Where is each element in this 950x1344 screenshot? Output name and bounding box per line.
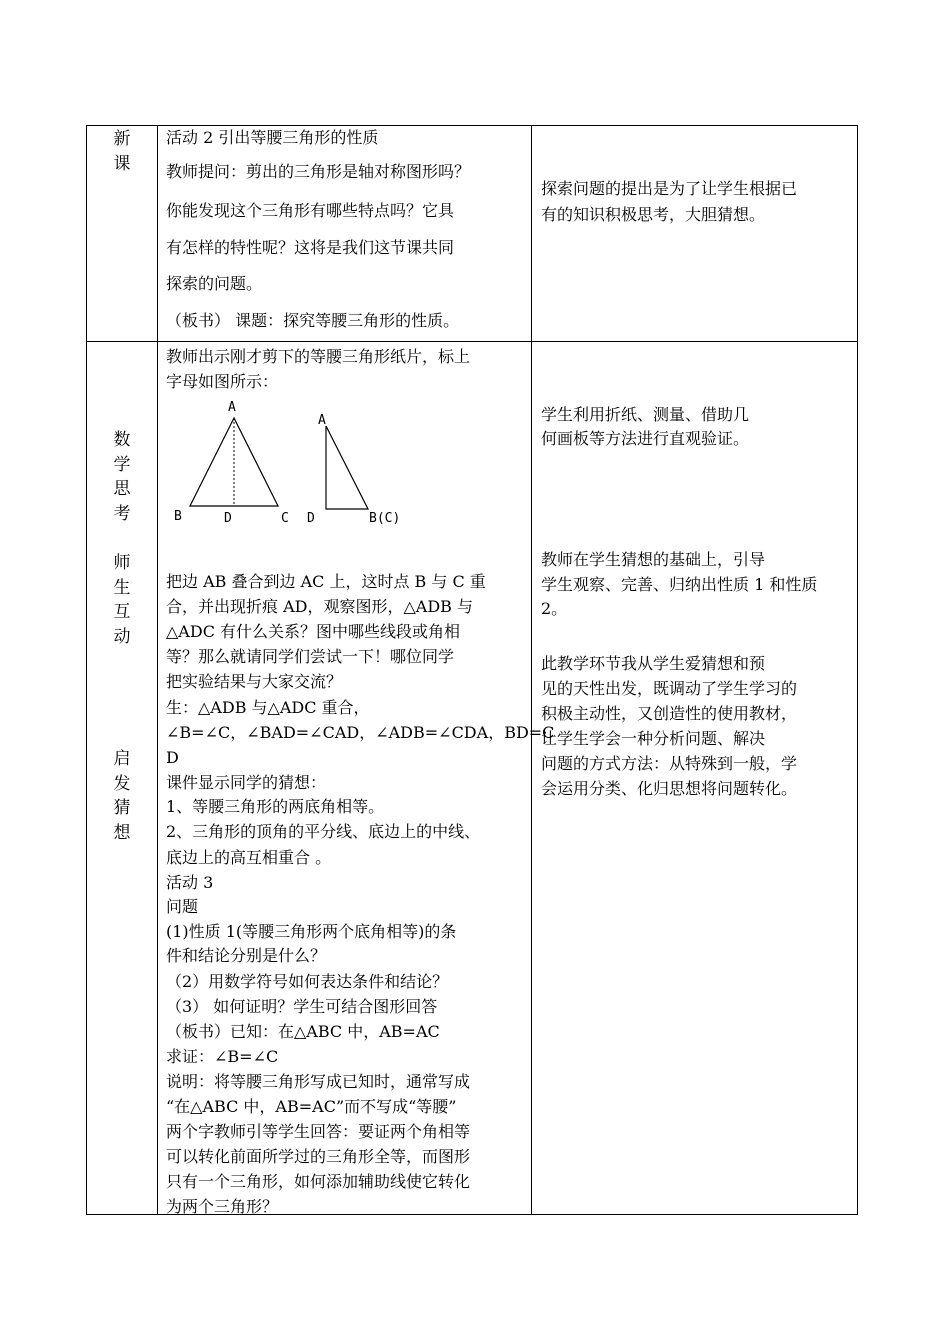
row2-text-line: （2）用数学符号如何表达条件和结论？ [166, 972, 449, 991]
row2-text-line: 说明：将等腰三角形写成已知时，通常写成 [166, 1072, 471, 1091]
row2-note-line: 此教学环节我从学生爱猜想和预 [541, 654, 766, 673]
label-c: C [281, 511, 289, 526]
row2-label-interaction [112, 551, 132, 649]
row2-text-line: ∠B=∠C，∠BAD=∠CAD，∠ADB=∠CDA，BD=C [166, 723, 555, 742]
row1-note-line: 探索问题的提出是为了让学生根据已 [541, 179, 798, 198]
row1-body-line: 有怎样的特性呢？这将是我们这节课共同 [166, 238, 455, 257]
row2-text-line: 两个字教师引等学生回答：要证两个角相等 [166, 1122, 471, 1141]
row2-text-line: 只有一个三角形，如何添加辅助线使它转化 [166, 1172, 471, 1191]
label-char: 互 [113, 602, 131, 622]
isosceles-triangle-left [174, 400, 289, 526]
label-apex-a: A [318, 413, 326, 428]
row2-text-line: 生：△ADB 与△ADC 重合， [166, 698, 370, 717]
activity2-title: 活动 2 引出等腰三角形的性质 [166, 128, 379, 147]
row-divider [86, 341, 858, 342]
label-char: 课 [113, 153, 131, 174]
row2-text-line: 底边上的高互相重合 。 [166, 848, 332, 867]
row2-text-line: 活动 3 [166, 873, 214, 892]
label-char: 新 [113, 129, 131, 149]
row1-body-line: 探索的问题。 [166, 274, 263, 293]
table-right-border [857, 125, 858, 1215]
row1-board: （板书） 课题：探究等腰三角形的性质。 [166, 311, 460, 330]
label-char: 生 [113, 577, 131, 598]
table-left-border [86, 125, 87, 1215]
row1-body-line: 你能发现这个三角形有哪些特点吗？它具 [166, 201, 455, 220]
row2-label-math-thinking [112, 428, 132, 526]
column-divider-1 [157, 125, 158, 1215]
row2-text-line: （板书）已知：在△ABC 中，AB=AC [166, 1022, 440, 1041]
label-char: 发 [113, 773, 131, 794]
row2-text-line: （3） 如何证明？学生可结合图形回答 [166, 997, 438, 1016]
label-b: B [174, 509, 182, 524]
table-top-border [86, 125, 858, 126]
row2-text-line: 把边 AB 叠合到边 AC 上，这时点 B 与 C 重 [166, 572, 486, 591]
row2-text-line: 求证：∠B=∠C [166, 1047, 279, 1066]
row2-text-line: 件和结论分别是什么？ [166, 946, 327, 965]
row2-text-line: D [166, 748, 179, 767]
row2-text-line: 问题 [166, 897, 199, 916]
row2-text-line: 可以转化前面所学过的三角形全等，而图形 [166, 1147, 471, 1166]
folded-triangle-right [307, 413, 400, 526]
label-char: 想 [113, 822, 131, 843]
row2-note-line: 问题的方式方法：从特殊到一般，学 [541, 754, 798, 773]
label-char: 师 [113, 553, 131, 573]
row2-text-line: 为两个三角形？ [166, 1197, 279, 1216]
row2-intro-line: 教师出示刚才剪下的等腰三角形纸片，标上 [166, 347, 471, 366]
label-d: D [307, 511, 315, 526]
row1-body-line: 教师提问：剪出的三角形是轴对称图形吗？ [166, 162, 471, 181]
row2-text-line: 课件显示同学的猜想： [166, 773, 327, 792]
row2-note-line: 学生观察、完善、归纳出性质 1 和性质 [541, 575, 818, 594]
triangle-figure [165, 396, 425, 536]
row2-text-line: 1、等腰三角形的两底角相等。 [166, 797, 385, 816]
row2-note-line: 积极主动性，又创造性的使用教材， [541, 704, 798, 723]
row1-note-line: 有的知识积极思考，大胆猜想。 [541, 205, 766, 224]
row2-note-line: 让学生学会一种分析问题、解决 [541, 729, 766, 748]
row2-note-line: 2。 [541, 599, 568, 618]
label-d: D [224, 511, 232, 526]
label-apex-a: A [228, 400, 236, 415]
row2-label-inspire-guess [112, 747, 132, 845]
row2-text-line: 合，并出现折痕 AD，观察图形，△ADB 与 [166, 597, 474, 616]
label-char: 学 [113, 454, 131, 475]
row2-text-line: (1)性质 1(等腰三角形两个底角相等)的条 [166, 922, 457, 941]
label-char: 思 [113, 479, 131, 499]
row2-note-line: 教师在学生猜想的基础上，引导 [541, 550, 766, 569]
row2-note-line: 学生利用折纸、测量、借助几 [541, 405, 750, 424]
row2-text-line: “在△ABC 中，AB=AC”而不写成“等腰” [166, 1097, 457, 1116]
row2-text-line: 把实验结果与大家交流？ [166, 672, 343, 691]
label-char: 考 [113, 503, 131, 524]
label-char: 数 [113, 430, 131, 450]
row2-intro-line: 字母如图所示： [166, 372, 279, 391]
row2-text-line: △ADC 有什么关系？图中哪些线段或角相 [166, 622, 461, 641]
row2-text-line: 2、三角形的顶角的平分线、底边上的中线、 [166, 822, 481, 841]
row2-note-line: 何画板等方法进行直观验证。 [541, 429, 750, 448]
column-divider-2 [531, 125, 532, 1215]
row2-note-line: 会运用分类、化归思想将问题转化。 [541, 779, 798, 798]
label-char: 启 [113, 749, 131, 769]
row2-note-line: 见的天性出发，既调动了学生学习的 [541, 679, 798, 698]
label-char: 动 [113, 626, 131, 647]
label-b-c: B(C) [369, 511, 401, 526]
row2-text-line: 等？那么就请同学们尝试一下！哪位同学 [166, 647, 455, 666]
row1-label [112, 127, 132, 176]
label-char: 猜 [113, 798, 131, 818]
